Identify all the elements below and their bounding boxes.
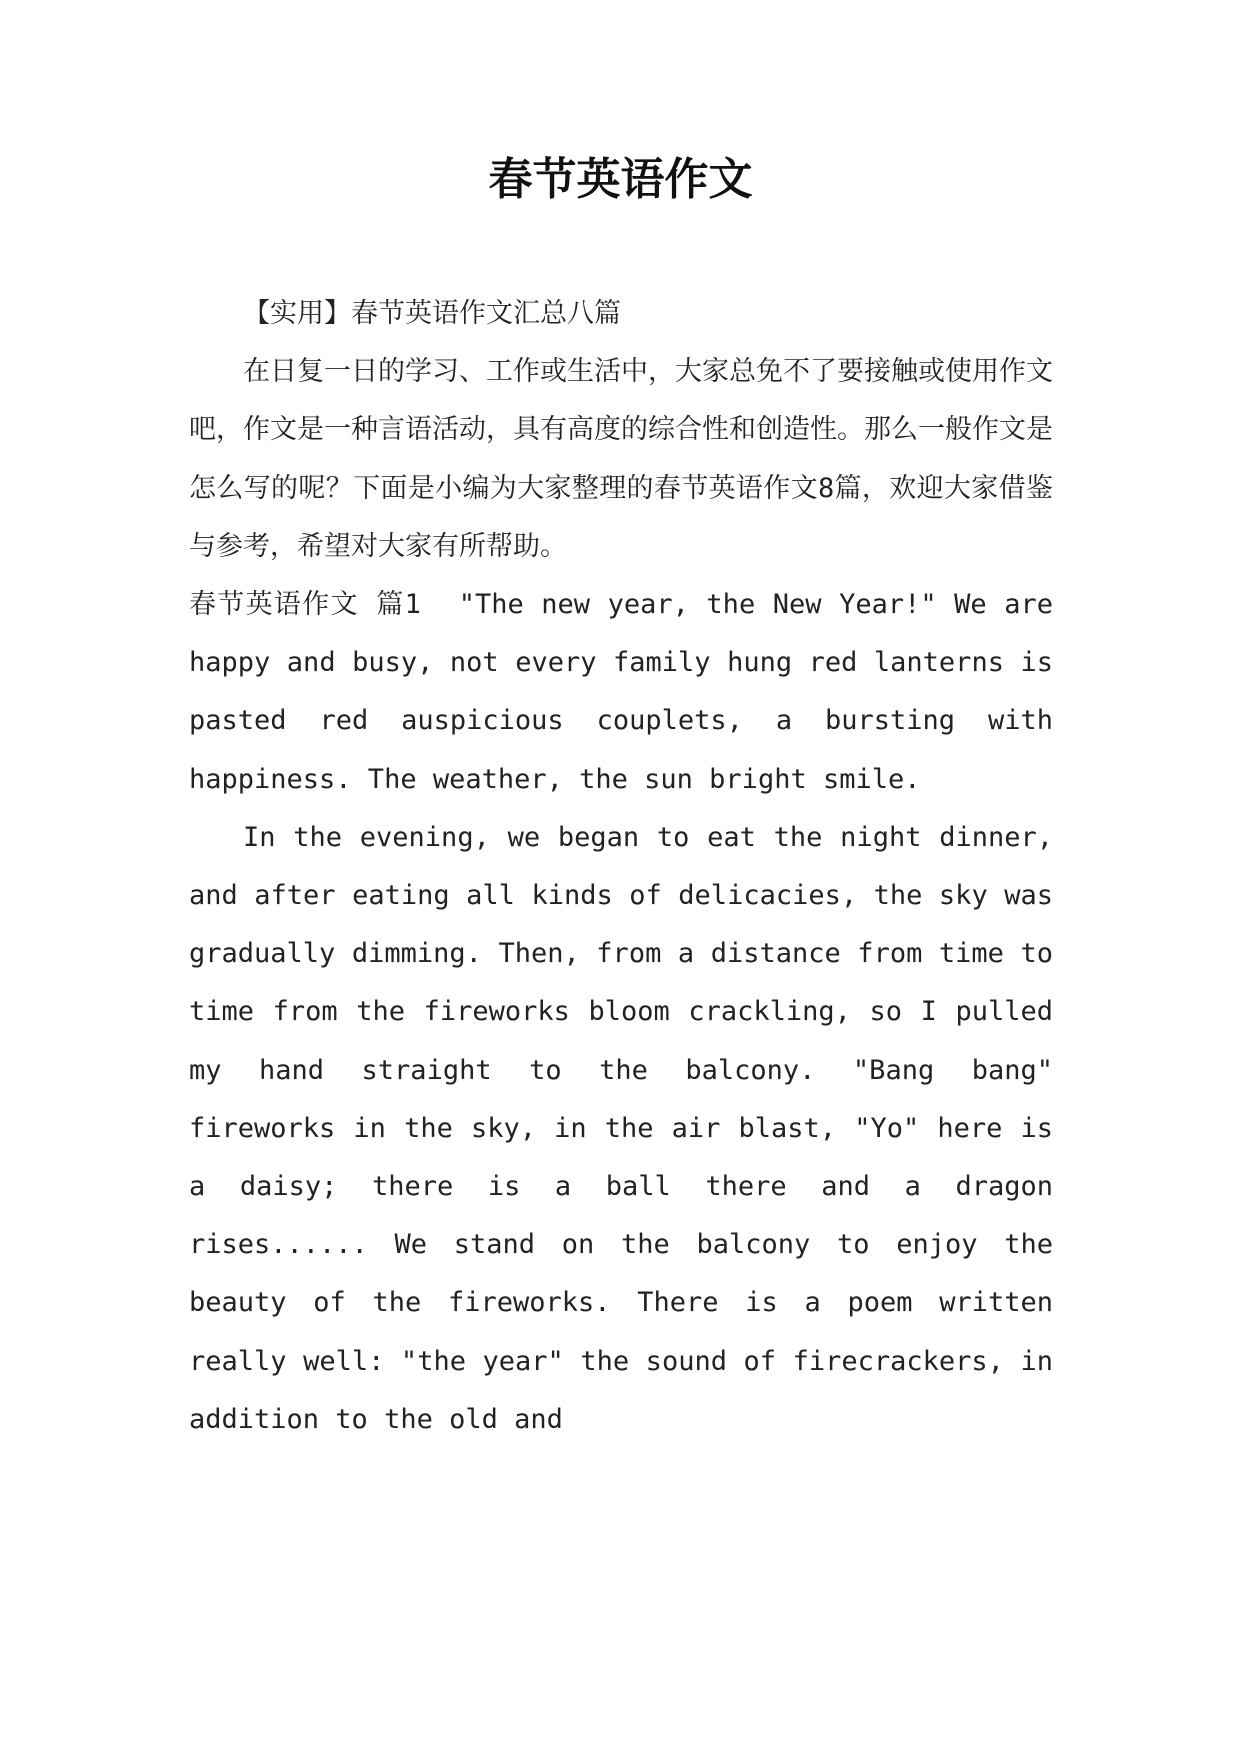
section-1-paragraph-2: In the evening, we began to eat the night dinner, and after eating all kinds of delicacies, the sky was gradually dimming. Then, from a distance from time to time from the fireworks bloom crackling, so I pulled my hand straight to the balcony. "Bang bang" fireworks in the sky, in the air blast, "Yo" here is a daisy; there is a ball there and a dragon rises...... We stand on the balcony to enjoy the beauty of the fireworks. There is a poem written really well: "the year" the sound of firecrackers, in addition to the old and: [189, 821, 1053, 1435]
section-1-heading: 春节英语作文 篇1: [189, 589, 421, 621]
section-1-paragraph-1: "The new year, the New Year!" We are happy and busy, not every family hung red lanterns is pasted red auspicious couplets, a bursting with happiness. The weather, the sun bright smile.: [189, 589, 1053, 795]
document-title: 春节英语作文: [488, 154, 753, 205]
intro-paragraph: 在日复一日的学习、工作或生活中，大家总免不了要接触或使用作文吧，作文是一种言语活动，具有高度的综合性和创造性。那么一般作文是怎么写的呢？下面是小编为大家整理的春节英语作文8篇，欢迎大家借鉴与参考，希望对大家有所帮助。: [189, 356, 1053, 562]
section-1-opening: [189, 576, 1053, 809]
document-body: [189, 285, 1053, 1449]
document-subtitle: 【实用】春节英语作文汇总八篇: [243, 298, 621, 329]
